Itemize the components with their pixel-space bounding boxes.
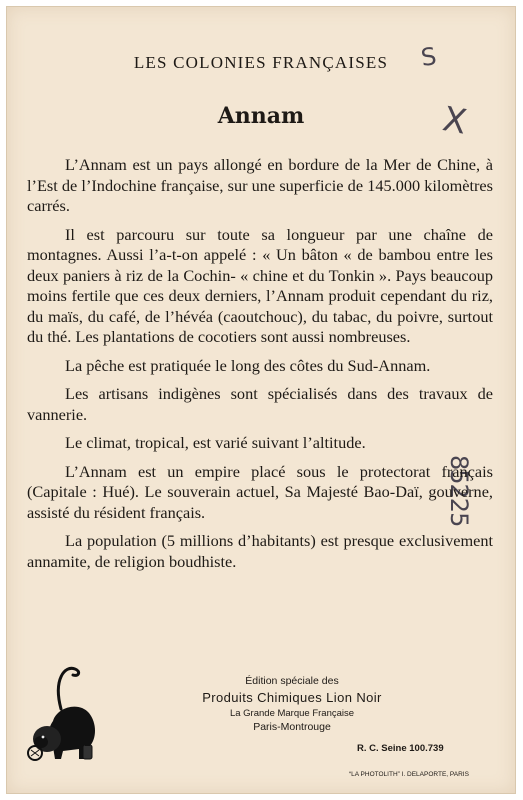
paragraph: L’Annam est un pays allongé en bordure de la Mer de Chine, à l’Est de l’Indochine française, sur une superficie de 145.000 kilomètres carrés. <box>27 155 493 215</box>
paragraph: Le climat, tropical, est varié suivant l’altitude. <box>65 433 366 452</box>
black-lion-icon <box>23 659 103 764</box>
paragraph: Il est parcouru sur toute sa longueur par une chaîne de montagnes. Aussi l’a-t-on appelé : « Un bâton « de bambou entre les deux paniers à riz de la Cochin- « chine et du Tonkin ». Pays beaucoup moins fertile que ces deux derniers, l’Annam produit cependant du riz, du maïs, du café, de l’hévéa (caoutchouc), du tabac, du poivre, surtout du thé. Les plantations de cocotiers sont aussi nombreuses. <box>27 224 493 346</box>
handwritten-mark-x: X <box>439 99 470 143</box>
handwritten-mark-s: S <box>419 42 439 72</box>
paragraph: L’Annam est un empire placé sous le protectorat français (Capitale : Hué). Le souverain actuel, Sa Majesté Bao-Daï, gouverne, assisté du résident français. <box>27 461 493 522</box>
series-header: LES COLONIES FRANÇAISES <box>133 53 389 72</box>
edition-line: Édition spéciale des <box>245 675 339 687</box>
card <box>6 6 516 794</box>
company-name: Produits Chimiques Lion Noir <box>202 690 382 705</box>
paragraph: La population (5 millions d’habitants) est presque exclusivement annamite, de religion boudhiste. <box>27 531 493 571</box>
page-title: Annam <box>217 103 305 129</box>
location: Paris-Montrouge <box>253 721 331 733</box>
tagline: La Grande Marque Française <box>229 708 355 719</box>
paragraph: Les artisans indigènes sont spécialisés dans des travaux de vannerie. <box>27 384 493 424</box>
printer-credit: “LA PHOTOLITH” I. DELAPORTE, PARIS <box>349 771 469 778</box>
body-text <box>27 155 493 580</box>
registration-number: R. C. Seine 100.739 <box>357 743 444 754</box>
handwritten-number: 85225 <box>445 455 473 527</box>
paragraph: La pêche est pratiquée le long des côtes du Sud-Annam. <box>65 355 431 375</box>
publisher-footer <box>127 675 457 733</box>
